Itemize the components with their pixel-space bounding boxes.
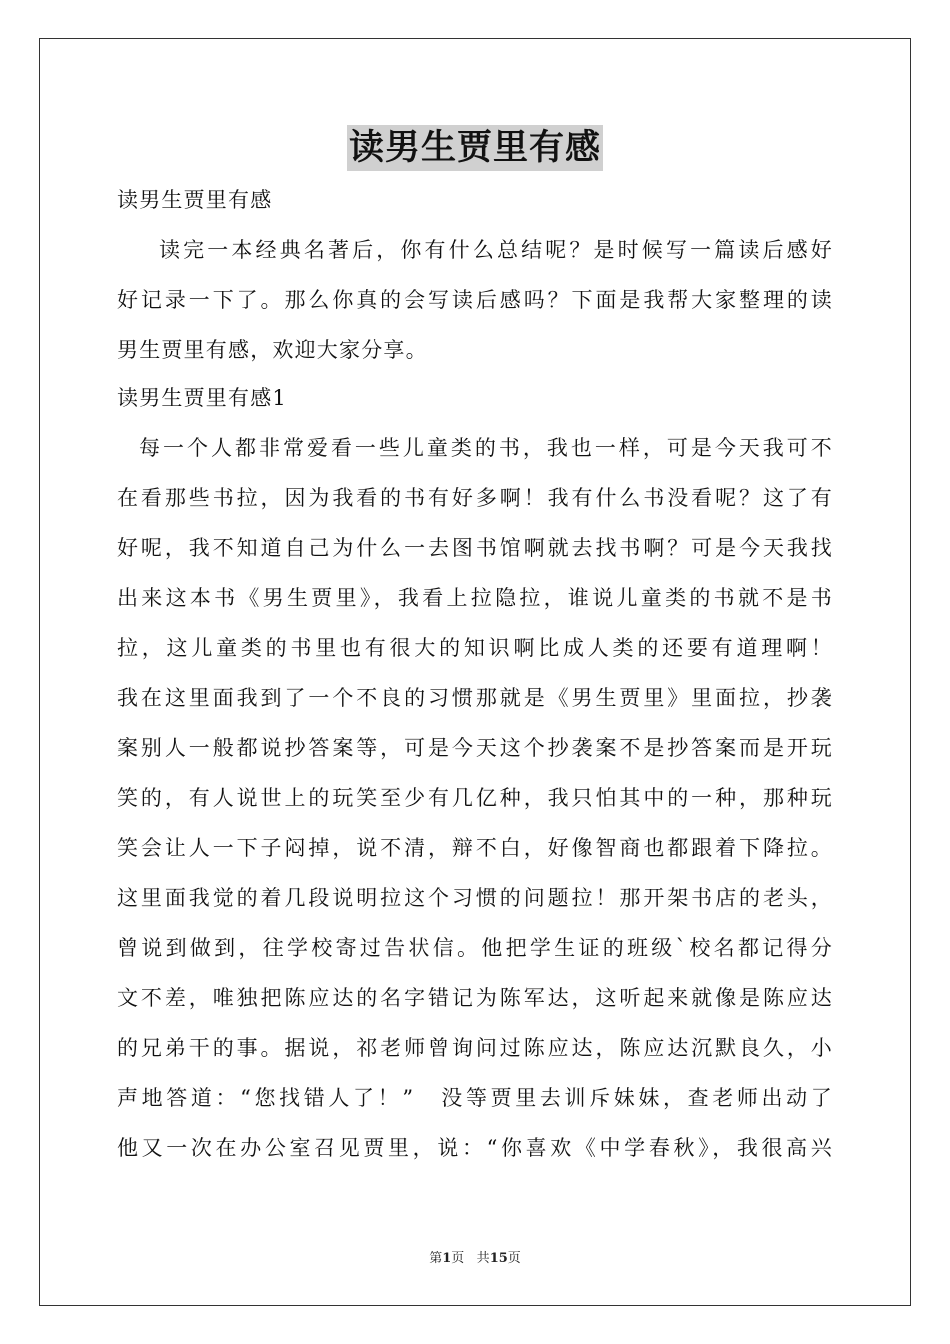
- page-border: [39, 38, 911, 1306]
- intro-line: 男生贾里有感，欢迎大家分享。: [117, 338, 428, 362]
- total-pages: 15: [489, 1251, 508, 1266]
- body-line: 他又一次在办公室召见贾里，说：“你喜欢《中学春秋》，我很高兴: [117, 1136, 833, 1160]
- document-title: 读男生贾里有感: [347, 125, 603, 171]
- page-footer: [0, 1247, 950, 1266]
- page-prefix: 第: [429, 1251, 443, 1266]
- body-line: 的兄弟干的事。据说，祁老师曾询问过陈应达，陈应达沉默良久，小: [117, 1036, 833, 1060]
- body-line: 文不差，唯独把陈应达的名字错记为陈军达，这听起来就像是陈应达: [117, 986, 833, 1010]
- body-line: 案别人一般都说抄答案等，可是今天这个抄袭案不是抄答案而是开玩: [117, 736, 833, 760]
- body-line: 笑会让人一下子闷掉，说不清，辩不白，好像智商也都跟着下降拉。: [117, 836, 833, 860]
- body-line: 曾说到做到，往学校寄过告状信。他把学生证的班级`校名都记得分: [117, 936, 833, 960]
- total-suffix: 页: [507, 1251, 521, 1266]
- intro-line: 好记录一下了。那么你真的会写读后感吗？下面是我帮大家整理的读: [117, 288, 833, 312]
- body-line: 每一个人都非常爱看一些儿童类的书，我也一样，可是今天我可不: [139, 436, 833, 460]
- intro-line: 读完一本经典名著后，你有什么总结呢？是时候写一篇读后感好: [159, 238, 833, 262]
- body-line: 出来这本书《男生贾里》，我看上拉隐拉，谁说儿童类的书就不是书: [117, 586, 833, 610]
- body-line: 在看那些书拉，因为我看的书有好多啊！我有什么书没看呢？这了有: [117, 486, 833, 510]
- document-title-wrap: [0, 125, 950, 171]
- subheading: 读男生贾里有感: [117, 188, 273, 212]
- total-prefix: 共: [476, 1251, 490, 1266]
- body-line: 这里面我觉的着几段说明拉这个习惯的问题拉！那开架书店的老头，: [117, 886, 833, 910]
- body-line: 好呢，我不知道自己为什么一去图书馆啊就去找书啊？可是今天我找: [117, 536, 833, 560]
- page-number: 1: [442, 1251, 452, 1266]
- body-line: 声地答道：“您找错人了！” 没等贾里去训斥妹妹，查老师出动了: [117, 1086, 833, 1110]
- body-line: 拉，这儿童类的书里也有很大的知识啊比成人类的还要有道理啊！: [117, 636, 833, 660]
- body-line: 我在这里面我到了一个不良的习惯那就是《男生贾里》里面拉，抄袭: [117, 686, 833, 710]
- section-heading: 读男生贾里有感1: [117, 386, 287, 410]
- body-line: 笑的，有人说世上的玩笑至少有几亿种，我只怕其中的一种，那种玩: [117, 786, 833, 810]
- page-suffix: 页: [451, 1251, 465, 1266]
